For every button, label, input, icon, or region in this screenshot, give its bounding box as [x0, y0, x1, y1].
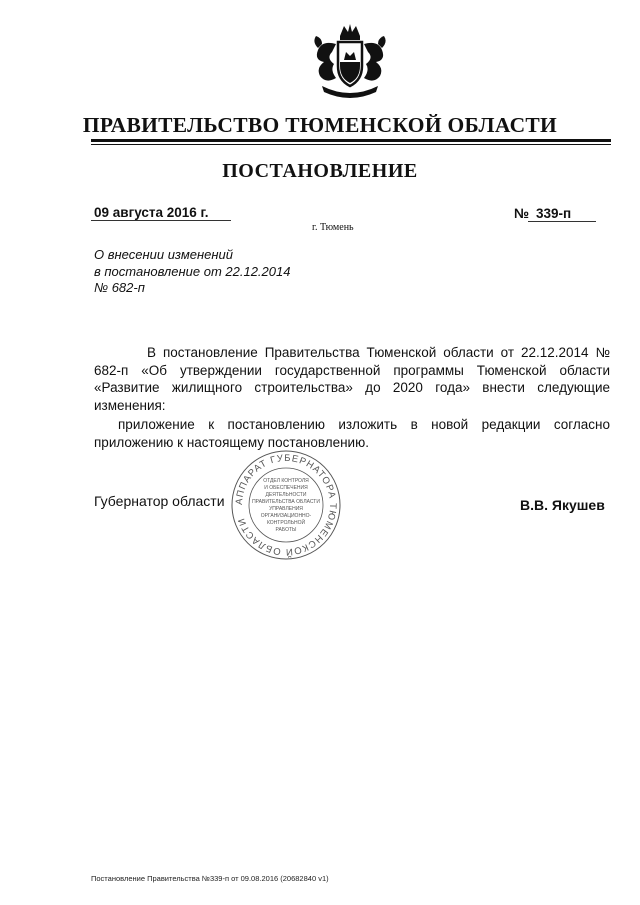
organization-title: ПРАВИТЕЛЬСТВО ТЮМЕНСКОЙ ОБЛАСТИ — [82, 113, 558, 137]
body-paragraph: В постановление Правительства Тюменской области от 22.12.2014 № 682-п «Об утверждении государственной программы Тюменской области «Развитие жилищного строительства» до 2020 года» внести следующие изменения: — [94, 345, 610, 413]
document-date: 09 августа 2016 г. — [94, 205, 209, 220]
stamp-inner-line: ПРАВИТЕЛЬСТВА ОБЛАСТИ — [252, 499, 320, 505]
stamp-inner-line: КОНТРОЛЬНОЙ — [266, 520, 306, 526]
official-stamp-icon — [229, 448, 343, 562]
stamp-ring-text: АППАРАТ ГУБЕРНАТОРА ТЮМЕНСКОЙ ОБЛАСТИ — [233, 452, 339, 558]
number-underline — [528, 221, 596, 222]
header-rule-thin — [91, 144, 611, 145]
date-underline — [91, 220, 231, 221]
stamp-inner-line: ОРГАНИЗАЦИОННО- — [260, 513, 312, 519]
body-paragraph: приложение к постановлению изложить в новой редакции согласно приложению к настоящему постановлению. — [94, 417, 610, 450]
stamp-inner-line: ОТДЕЛ КОНТРОЛЯ — [263, 478, 309, 484]
document-number: 339-п — [536, 206, 572, 221]
number-sign: № — [514, 206, 530, 221]
stamp-inner-line: УПРАВЛЕНИЯ — [269, 506, 303, 512]
signatory-title: Губернатор области — [94, 493, 225, 509]
stamp-inner-line: ДЕЯТЕЛЬНОСТИ — [265, 492, 307, 498]
subject-line: О внесении изменений — [94, 247, 233, 262]
document-subject — [94, 247, 290, 297]
header-rule-thick — [91, 139, 611, 142]
coat-of-arms-icon — [304, 22, 396, 102]
subject-line: в постановление от 22.12.2014 — [94, 263, 291, 279]
subject-line: № 682-п — [94, 280, 145, 295]
document-footer: Постановление Правительства №339-п от 09.08.2016 (20682840 v1) — [91, 874, 329, 883]
stamp-inner-line: И ОБЕСПЕЧЕНИЯ — [264, 485, 308, 491]
stamp-inner-line: РАБОТЫ — [275, 527, 297, 533]
signatory-name: В.В. Якушев — [520, 497, 605, 513]
document-type: ПОСТАНОВЛЕНИЕ — [222, 160, 418, 182]
document-city: г. Тюмень — [312, 222, 354, 233]
